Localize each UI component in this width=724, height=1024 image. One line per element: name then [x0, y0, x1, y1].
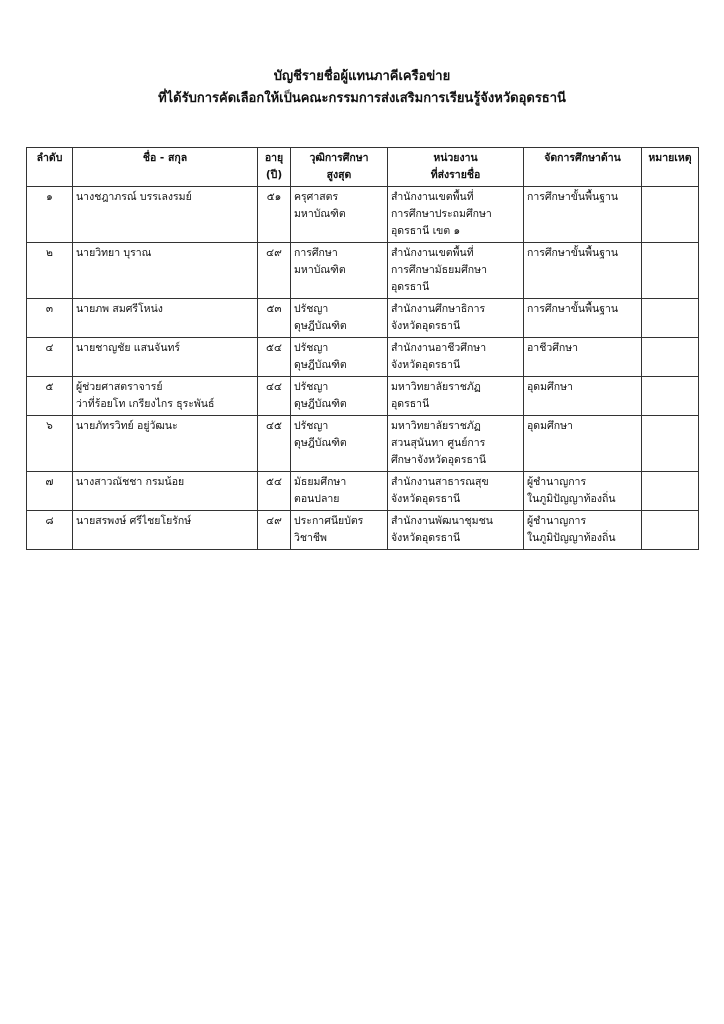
cell-degree: ปรัชญา ดุษฎีบัณฑิต	[291, 338, 388, 377]
cell-education-area: อุดมศึกษา	[524, 416, 642, 472]
cell-age: ๔๙	[258, 243, 291, 299]
committee-roster-table	[26, 147, 699, 550]
header-age: อายุ (ปี)	[258, 148, 291, 187]
cell-age: ๔๙	[258, 511, 291, 550]
cell-seq: ๓	[27, 299, 73, 338]
cell-unit: สำนักงานเขตพื้นที่ การศึกษามัธยมศึกษา อุดรธานี	[388, 243, 524, 299]
cell-age: ๕๑	[258, 187, 291, 243]
cell-remark	[642, 377, 699, 416]
header-name: ชื่อ - สกุล	[73, 148, 258, 187]
cell-name: ผู้ช่วยศาสตราจารย์ ว่าที่ร้อยโท เกรียงไกร ธุระพันธ์	[73, 377, 258, 416]
cell-unit: สำนักงานศึกษาธิการ จังหวัดอุดรธานี	[388, 299, 524, 338]
table-row	[27, 472, 699, 511]
cell-education-area: อาชีวศึกษา	[524, 338, 642, 377]
cell-age: ๕๔	[258, 338, 291, 377]
cell-name: นางชฎาภรณ์ บรรเลงรมย์	[73, 187, 258, 243]
cell-name: นายภัทรวิทย์ อยู่วัฒนะ	[73, 416, 258, 472]
table-row	[27, 416, 699, 472]
cell-unit: สำนักงานเขตพื้นที่ การศึกษาประถมศึกษา อุดรธานี เขต ๑	[388, 187, 524, 243]
table-row	[27, 243, 699, 299]
header-education-area: จัดการศึกษาด้าน	[524, 148, 642, 187]
cell-unit: มหาวิทยาลัยราชภัฏ อุดรธานี	[388, 377, 524, 416]
cell-seq: ๕	[27, 377, 73, 416]
cell-seq: ๒	[27, 243, 73, 299]
cell-name: นายสรพงษ์ ศรีไชยโยรักษ์	[73, 511, 258, 550]
document-subtitle: ที่ได้รับการคัดเลือกให้เป็นคณะกรรมการส่งเสริมการเรียนรู้จังหวัดอุดรธานี	[158, 91, 566, 106]
table-row	[27, 377, 699, 416]
cell-degree: ประกาศนียบัตร วิชาชีพ	[291, 511, 388, 550]
cell-name: นายภพ สมศรีโหน่ง	[73, 299, 258, 338]
cell-remark	[642, 338, 699, 377]
table-row	[27, 338, 699, 377]
cell-education-area: การศึกษาขั้นพื้นฐาน	[524, 299, 642, 338]
table-row	[27, 511, 699, 550]
cell-unit: สำนักงานอาชีวศึกษา จังหวัดอุดรธานี	[388, 338, 524, 377]
header-unit: หน่วยงาน ที่ส่งรายชื่อ	[388, 148, 524, 187]
cell-age: ๔๔	[258, 377, 291, 416]
cell-seq: ๔	[27, 338, 73, 377]
cell-remark	[642, 243, 699, 299]
cell-name: นายชาญชัย แสนจันทร์	[73, 338, 258, 377]
cell-remark	[642, 511, 699, 550]
cell-name: นายวิทยา บุราณ	[73, 243, 258, 299]
header-seq: ลำดับ	[27, 148, 73, 187]
table-row	[27, 187, 699, 243]
cell-education-area: การศึกษาขั้นพื้นฐาน	[524, 187, 642, 243]
cell-age: ๔๕	[258, 416, 291, 472]
cell-remark	[642, 416, 699, 472]
cell-degree: ครุศาสตร มหาบัณฑิต	[291, 187, 388, 243]
cell-unit: สำนักงานสาธารณสุข จังหวัดอุดรธานี	[388, 472, 524, 511]
cell-unit: มหาวิทยาลัยราชภัฏ สวนสุนันทา ศูนย์การ ศึกษาจังหวัดอุดรธานี	[388, 416, 524, 472]
cell-degree: ปรัชญา ดุษฎีบัณฑิต	[291, 299, 388, 338]
cell-remark	[642, 187, 699, 243]
cell-seq: ๘	[27, 511, 73, 550]
document-title: บัญชีรายชื่อผู้แทนภาคีเครือข่าย	[273, 69, 451, 84]
cell-degree: มัธยมศึกษา ตอนปลาย	[291, 472, 388, 511]
table-header-row	[27, 148, 699, 187]
cell-education-area: การศึกษาขั้นพื้นฐาน	[524, 243, 642, 299]
cell-age: ๕๓	[258, 299, 291, 338]
header-remark: หมายเหตุ	[642, 148, 699, 187]
cell-seq: ๗	[27, 472, 73, 511]
cell-remark	[642, 472, 699, 511]
cell-unit: สำนักงานพัฒนาชุมชน จังหวัดอุดรธานี	[388, 511, 524, 550]
cell-education-area: อุดมศึกษา	[524, 377, 642, 416]
cell-degree: ปรัชญา ดุษฎีบัณฑิต	[291, 416, 388, 472]
cell-education-area: ผู้ชำนาญการ ในภูมิปัญญาท้องถิ่น	[524, 511, 642, 550]
cell-degree: ปรัชญา ดุษฎีบัณฑิต	[291, 377, 388, 416]
table-row	[27, 299, 699, 338]
cell-education-area: ผู้ชำนาญการ ในภูมิปัญญาท้องถิ่น	[524, 472, 642, 511]
cell-seq: ๖	[27, 416, 73, 472]
cell-degree: การศึกษา มหาบัณฑิต	[291, 243, 388, 299]
cell-age: ๕๔	[258, 472, 291, 511]
cell-remark	[642, 299, 699, 338]
cell-name: นางสาวณัชชา กรมน้อย	[73, 472, 258, 511]
cell-seq: ๑	[27, 187, 73, 243]
header-degree: วุฒิการศึกษา สูงสุด	[291, 148, 388, 187]
